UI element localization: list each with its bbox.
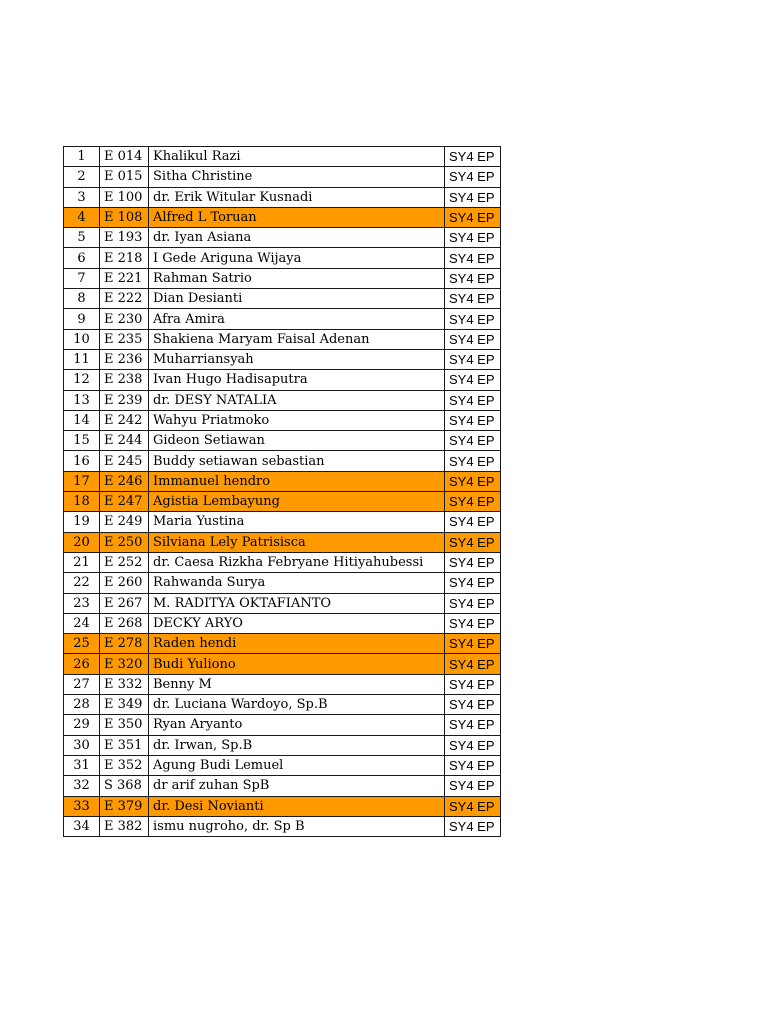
row-status-cell: SY4 EP	[445, 147, 501, 167]
row-number-cell: 28	[64, 695, 100, 715]
row-code-cell: E 379	[100, 796, 149, 816]
table-row	[64, 796, 501, 816]
row-number-cell: 15	[64, 431, 100, 451]
row-status-cell: SY4 EP	[445, 816, 501, 836]
row-status-cell: SY4 EP	[445, 593, 501, 613]
row-number-cell: 13	[64, 390, 100, 410]
table-row	[64, 147, 501, 167]
table-row	[64, 370, 501, 390]
row-number-cell: 12	[64, 370, 100, 390]
row-code-cell: E 193	[100, 228, 149, 248]
row-status-cell: SY4 EP	[445, 735, 501, 755]
table-row	[64, 634, 501, 654]
participant-table	[63, 146, 501, 837]
row-status-cell: SY4 EP	[445, 167, 501, 187]
row-number-cell: 16	[64, 451, 100, 471]
row-name-cell: Immanuel hendro	[149, 471, 445, 491]
row-number-cell: 21	[64, 552, 100, 572]
row-name-cell: Raden hendi	[149, 634, 445, 654]
row-number-cell: 22	[64, 573, 100, 593]
row-name-cell: Alfred L Toruan	[149, 207, 445, 227]
row-status-cell: SY4 EP	[445, 492, 501, 512]
row-number-cell: 31	[64, 755, 100, 775]
table-row	[64, 289, 501, 309]
table-row	[64, 735, 501, 755]
row-status-cell: SY4 EP	[445, 796, 501, 816]
row-code-cell: E 267	[100, 593, 149, 613]
row-number-cell: 25	[64, 634, 100, 654]
row-number-cell: 26	[64, 654, 100, 674]
row-name-cell: Ivan Hugo Hadisaputra	[149, 370, 445, 390]
row-name-cell: Rahwanda Surya	[149, 573, 445, 593]
table-row	[64, 695, 501, 715]
row-name-cell: Budi Yuliono	[149, 654, 445, 674]
row-number-cell: 27	[64, 674, 100, 694]
row-number-cell: 7	[64, 268, 100, 288]
table-row	[64, 755, 501, 775]
row-status-cell: SY4 EP	[445, 187, 501, 207]
row-code-cell: E 236	[100, 349, 149, 369]
row-name-cell: dr. Irwan, Sp.B	[149, 735, 445, 755]
row-name-cell: ismu nugroho, dr. Sp B	[149, 816, 445, 836]
row-status-cell: SY4 EP	[445, 207, 501, 227]
row-code-cell: E 014	[100, 147, 149, 167]
row-name-cell: dr. Iyan Asiana	[149, 228, 445, 248]
table-row	[64, 816, 501, 836]
row-number-cell: 6	[64, 248, 100, 268]
row-name-cell: Agung Budi Lemuel	[149, 755, 445, 775]
row-number-cell: 14	[64, 410, 100, 430]
row-status-cell: SY4 EP	[445, 228, 501, 248]
row-code-cell: E 350	[100, 715, 149, 735]
row-status-cell: SY4 EP	[445, 532, 501, 552]
table-row	[64, 329, 501, 349]
table-row	[64, 349, 501, 369]
row-code-cell: E 268	[100, 613, 149, 633]
table-row	[64, 654, 501, 674]
table-row	[64, 593, 501, 613]
row-name-cell: Shakiena Maryam Faisal Adenan	[149, 329, 445, 349]
row-number-cell: 33	[64, 796, 100, 816]
row-number-cell: 20	[64, 532, 100, 552]
row-name-cell: dr arif zuhan SpB	[149, 776, 445, 796]
row-status-cell: SY4 EP	[445, 248, 501, 268]
table-row	[64, 715, 501, 735]
table-row	[64, 248, 501, 268]
row-status-cell: SY4 EP	[445, 390, 501, 410]
table-row	[64, 390, 501, 410]
table-row	[64, 187, 501, 207]
row-code-cell: E 250	[100, 532, 149, 552]
row-name-cell: Benny M	[149, 674, 445, 694]
row-number-cell: 2	[64, 167, 100, 187]
row-name-cell: Ryan Aryanto	[149, 715, 445, 735]
row-name-cell: Dian Desianti	[149, 289, 445, 309]
row-code-cell: E 278	[100, 634, 149, 654]
row-code-cell: E 238	[100, 370, 149, 390]
row-status-cell: SY4 EP	[445, 309, 501, 329]
row-code-cell: E 260	[100, 573, 149, 593]
row-code-cell: E 245	[100, 451, 149, 471]
table-row	[64, 776, 501, 796]
table-row	[64, 552, 501, 572]
row-name-cell: Agistia Lembayung	[149, 492, 445, 512]
table-row	[64, 228, 501, 248]
row-code-cell: E 247	[100, 492, 149, 512]
row-status-cell: SY4 EP	[445, 410, 501, 430]
table-row	[64, 573, 501, 593]
row-status-cell: SY4 EP	[445, 289, 501, 309]
row-status-cell: SY4 EP	[445, 329, 501, 349]
row-code-cell: E 332	[100, 674, 149, 694]
row-status-cell: SY4 EP	[445, 755, 501, 775]
row-code-cell: E 230	[100, 309, 149, 329]
row-status-cell: SY4 EP	[445, 613, 501, 633]
row-code-cell: E 252	[100, 552, 149, 572]
table-row	[64, 268, 501, 288]
row-number-cell: 30	[64, 735, 100, 755]
row-name-cell: Wahyu Priatmoko	[149, 410, 445, 430]
row-number-cell: 34	[64, 816, 100, 836]
row-number-cell: 10	[64, 329, 100, 349]
row-name-cell: Silviana Lely Patrisisca	[149, 532, 445, 552]
row-status-cell: SY4 EP	[445, 776, 501, 796]
row-code-cell: E 320	[100, 654, 149, 674]
row-number-cell: 8	[64, 289, 100, 309]
table-row	[64, 167, 501, 187]
row-name-cell: Buddy setiawan sebastian	[149, 451, 445, 471]
row-name-cell: dr. Erik Witular Kusnadi	[149, 187, 445, 207]
row-number-cell: 19	[64, 512, 100, 532]
row-code-cell: E 100	[100, 187, 149, 207]
row-code-cell: E 249	[100, 512, 149, 532]
row-number-cell: 11	[64, 349, 100, 369]
table-row	[64, 309, 501, 329]
row-status-cell: SY4 EP	[445, 695, 501, 715]
row-code-cell: E 351	[100, 735, 149, 755]
row-name-cell: dr. DESY NATALIA	[149, 390, 445, 410]
row-code-cell: E 015	[100, 167, 149, 187]
row-name-cell: dr. Luciana Wardoyo, Sp.B	[149, 695, 445, 715]
row-status-cell: SY4 EP	[445, 674, 501, 694]
row-number-cell: 24	[64, 613, 100, 633]
table-row	[64, 512, 501, 532]
table-row	[64, 532, 501, 552]
table-row	[64, 674, 501, 694]
row-name-cell: dr. Caesa Rizkha Febryane Hitiyahubessi	[149, 552, 445, 572]
row-code-cell: E 246	[100, 471, 149, 491]
row-name-cell: Maria Yustina	[149, 512, 445, 532]
table-row	[64, 431, 501, 451]
row-name-cell: Afra Amira	[149, 309, 445, 329]
row-name-cell: Muharriansyah	[149, 349, 445, 369]
row-number-cell: 18	[64, 492, 100, 512]
row-status-cell: SY4 EP	[445, 370, 501, 390]
row-status-cell: SY4 EP	[445, 268, 501, 288]
row-name-cell: Gideon Setiawan	[149, 431, 445, 451]
row-number-cell: 1	[64, 147, 100, 167]
row-code-cell: E 242	[100, 410, 149, 430]
row-name-cell: M. RADITYA OKTAFIANTO	[149, 593, 445, 613]
row-code-cell: E 218	[100, 248, 149, 268]
row-name-cell: I Gede Ariguna Wijaya	[149, 248, 445, 268]
table-row	[64, 410, 501, 430]
row-number-cell: 3	[64, 187, 100, 207]
row-code-cell: E 239	[100, 390, 149, 410]
row-code-cell: E 222	[100, 289, 149, 309]
row-name-cell: DECKY ARYO	[149, 613, 445, 633]
row-status-cell: SY4 EP	[445, 471, 501, 491]
row-status-cell: SY4 EP	[445, 451, 501, 471]
row-number-cell: 23	[64, 593, 100, 613]
row-status-cell: SY4 EP	[445, 349, 501, 369]
row-number-cell: 5	[64, 228, 100, 248]
table-row	[64, 451, 501, 471]
row-code-cell: E 235	[100, 329, 149, 349]
row-name-cell: Khalikul Razi	[149, 147, 445, 167]
row-status-cell: SY4 EP	[445, 431, 501, 451]
participant-table-body	[64, 147, 501, 837]
table-row	[64, 207, 501, 227]
table-row	[64, 613, 501, 633]
row-code-cell: E 108	[100, 207, 149, 227]
row-code-cell: E 244	[100, 431, 149, 451]
row-status-cell: SY4 EP	[445, 512, 501, 532]
row-name-cell: Sitha Christine	[149, 167, 445, 187]
table-row	[64, 471, 501, 491]
row-code-cell: S 368	[100, 776, 149, 796]
row-code-cell: E 349	[100, 695, 149, 715]
row-code-cell: E 352	[100, 755, 149, 775]
row-name-cell: dr. Desi Novianti	[149, 796, 445, 816]
row-number-cell: 32	[64, 776, 100, 796]
row-name-cell: Rahman Satrio	[149, 268, 445, 288]
row-code-cell: E 221	[100, 268, 149, 288]
table-row	[64, 492, 501, 512]
row-status-cell: SY4 EP	[445, 573, 501, 593]
row-number-cell: 4	[64, 207, 100, 227]
row-number-cell: 29	[64, 715, 100, 735]
row-number-cell: 9	[64, 309, 100, 329]
row-code-cell: E 382	[100, 816, 149, 836]
row-status-cell: SY4 EP	[445, 715, 501, 735]
row-status-cell: SY4 EP	[445, 634, 501, 654]
row-status-cell: SY4 EP	[445, 552, 501, 572]
row-status-cell: SY4 EP	[445, 654, 501, 674]
row-number-cell: 17	[64, 471, 100, 491]
